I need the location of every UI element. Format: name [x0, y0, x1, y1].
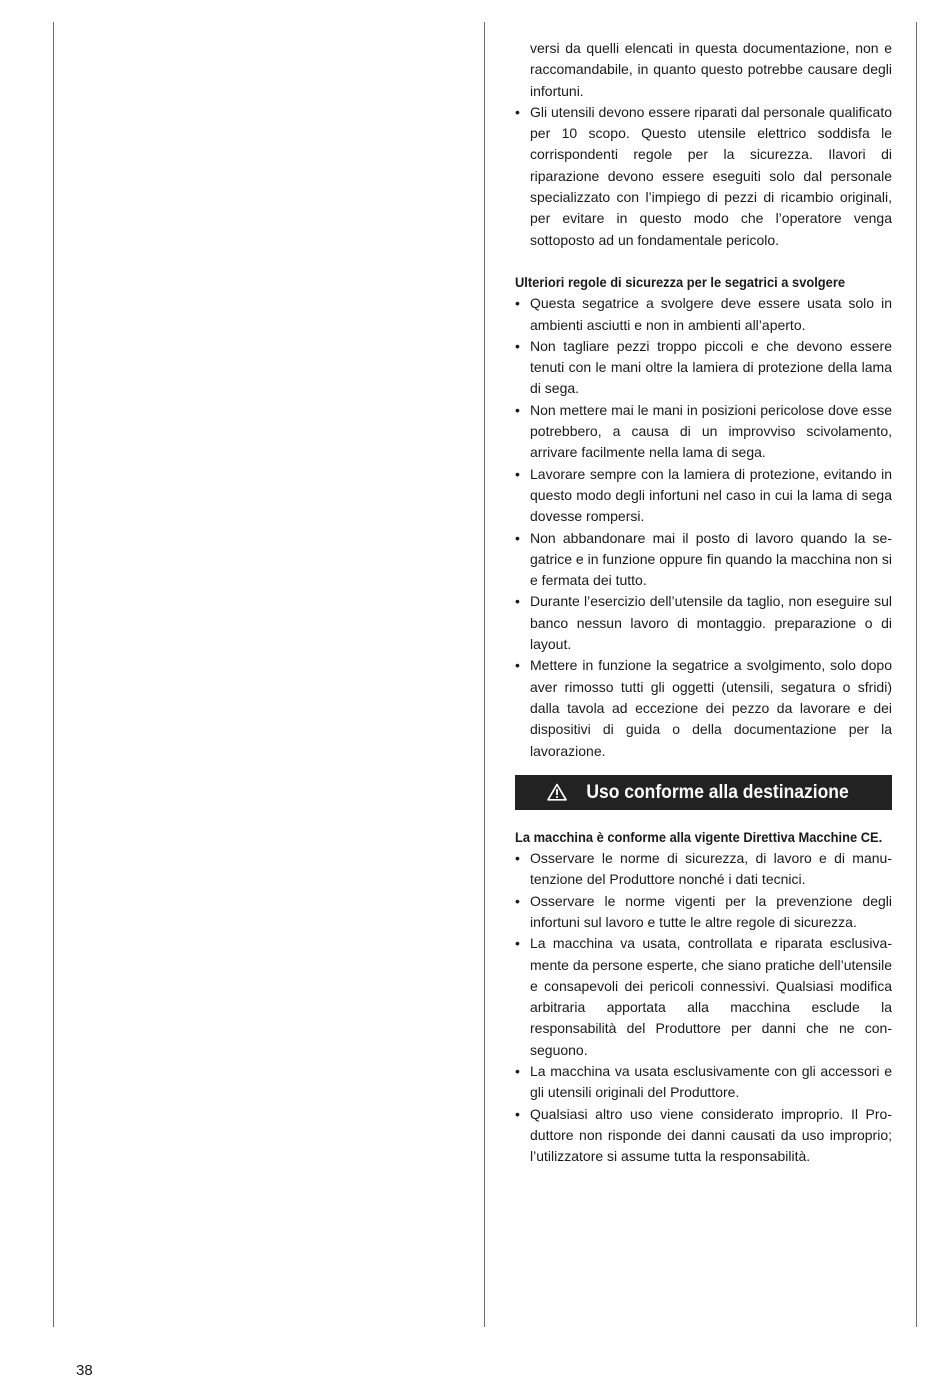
bullet: •: [515, 892, 520, 909]
section-heading-saw-safety: Ulteriori regole di sicurezza per le segatrici a svolgere: [515, 273, 846, 290]
list-item: [515, 528, 892, 592]
list-item-text: Questa segatrice a svolgere deve essere usata solo in ambienti asciutti e non in ambienti all’aperto.: [530, 295, 892, 333]
bullet: •: [515, 529, 520, 546]
bullet: •: [515, 337, 520, 354]
list-item: [515, 293, 892, 336]
list-item: [515, 102, 892, 251]
list-item: [515, 1061, 892, 1104]
bullet: •: [515, 465, 520, 482]
bullet: •: [515, 1105, 520, 1122]
text-column: [515, 38, 892, 1168]
bullet: •: [515, 657, 520, 674]
bullet: •: [515, 401, 520, 418]
list-item-text: La macchina va usata, controllata e riparata esclusivamente da persone esperte, che siano pratiche dell’utensile e consapevoli dei pericoli connessivi. Qualsiasi modifica arbitraria apportata alla macchina esclude la responsabilità del Produttore per danni che ne conseguono.: [530, 935, 892, 1058]
list-item: [515, 336, 892, 400]
continued-paragraph: versi da quelli elencati in questa documentazione, non e raccomandabile, in quanto questo potrebbe causare degli infortuni.: [530, 40, 892, 99]
conformity-list: [515, 848, 892, 1167]
bullet: •: [515, 850, 520, 867]
list-item: [515, 848, 892, 891]
bullet: •: [515, 935, 520, 952]
list-item: [515, 891, 892, 934]
bullet: •: [515, 103, 520, 120]
bullet: •: [515, 295, 520, 312]
list-item: [515, 655, 892, 761]
section-banner: [515, 775, 892, 810]
list-item-text: Qualsiasi altro uso viene considerato improprio. Il Produttore non risponde dei danni causati da uso improprio; l’utilizzatore si assume tutta la responsabilità.: [530, 1105, 892, 1165]
list-item-text: Osservare le norme vigenti per la prevenzione degli infortuni sul lavoro e tutte le altre regole di sicurezza.: [530, 892, 892, 930]
list-item-text: La macchina va usata esclusivamente con gli accessori e gli utensili originali del Produttore.: [530, 1063, 892, 1101]
list-item-text: Mettere in funzione la segatrice a svolgimento, solo dopo aver rimosso tutti gli oggetti (utensili, segatura o sfridi) dalla tavola ad eccezione dei pezzo da lavorare e dei dispositivi di guida o della documentazione per la lavorazione.: [530, 657, 892, 759]
center-column-rule: [484, 22, 485, 1327]
intro-list: [515, 102, 892, 251]
list-item: [515, 1104, 892, 1168]
left-column-rule: [53, 22, 54, 1327]
list-item: [515, 400, 892, 464]
page-number: 38: [76, 1362, 93, 1379]
section-heading-conformity: La macchina è conforme alla vigente Direttiva Macchine CE.: [515, 828, 883, 845]
list-item-text: Durante l’esercizio dell’utensile da taglio, non eseguire sul banco nessun lavoro di montaggio. preparazione o di layout.: [530, 593, 892, 653]
right-column-rule: [916, 22, 917, 1327]
list-item: [515, 591, 892, 655]
bullet: •: [515, 1063, 520, 1080]
list-item: [515, 933, 892, 1061]
saw-safety-list: [515, 293, 892, 762]
list-item-text: Non mettere mai le mani in posizioni pericolose dove esse potrebbero, a causa di un improvviso scivolamento, arrivare facilmente nella lama di sega.: [530, 401, 892, 461]
list-item-text: Gli utensili devono essere riparati dal personale qualificato per 10 scopo. Questo utensile elettrico soddisfa le corrispondenti regole per la sicurezza. Ilavori di riparazione devono essere eseguiti solo dal personale specializzato con l’impiego di pezzi di ricambio originali, per evitare in questo modo che l’operatore venga sottoposto ad un fondamentale pericolo.: [530, 103, 892, 248]
list-item-text: Non tagliare pezzi troppo piccoli e che devono essere tenuti con le mani oltre la lamiera di protezione della lama di sega.: [530, 337, 892, 397]
bullet: •: [515, 593, 520, 610]
banner-title: Uso conforme alla destinazione: [586, 781, 849, 803]
list-item-text: Non abbandonare mai il posto di lavoro quando la segatrice e in funzione oppure fin quando la macchina non si e fermata dei tutto.: [530, 529, 892, 589]
warning-triangle-icon: [547, 783, 567, 801]
list-item-text: Lavorare sempre con la lamiera di protezione, evitando in questo modo degli infortuni nel caso in cui la lama di sega dovesse rompersi.: [530, 465, 892, 525]
list-item: [515, 464, 892, 528]
list-item-text: Osservare le norme di sicurezza, di lavoro e di manutenzione del Produttore nonché i dati tecnici.: [530, 850, 892, 888]
